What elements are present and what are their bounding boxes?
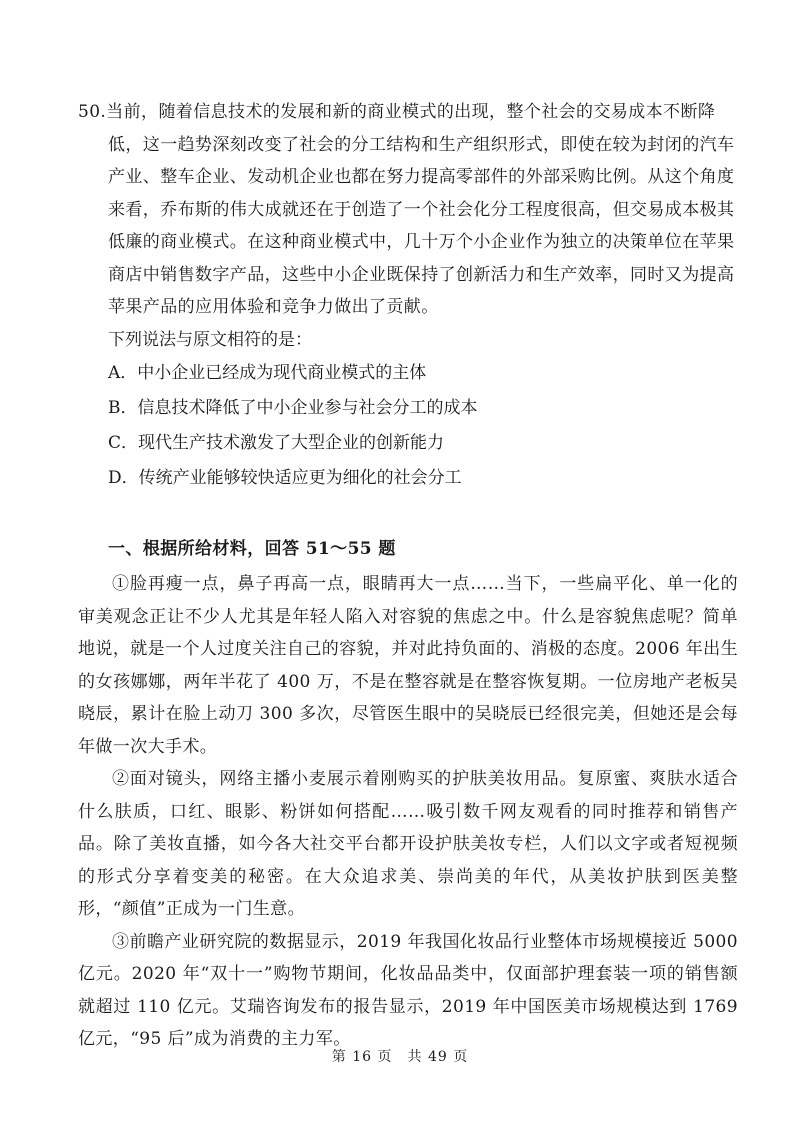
option-c: C．现代生产技术激发了大型企业的创新能力 [108, 433, 445, 453]
question-number: 50. [78, 102, 107, 122]
question-50-body [78, 96, 738, 324]
material-paragraph-1: ①脸再瘦一点，鼻子再高一点，眼睛再大一点……当下，一些扁平化、单一化的审美观念正让不少人尤其是年轻人陷入对容貌的焦虑之中。什么是容貌焦虑呢？简单地说，就是一个人过度关注自己的容貌，并对此持负面的、消极的态度。2006 年出生的女孩娜娜，两年半花了 400 万，不是在整容就是在整容恢复期。一位房地产老板吴晓辰，累计在脸上动刀 300 多次，尽管医生眼中的吴晓辰已经很完美，但她还是会每年做一次大手术。 [78, 574, 738, 757]
option-a: A．中小企业已经成为现代商业模式的主体 [108, 363, 427, 383]
answer-options [78, 356, 738, 496]
section-title: 一、根据所给材料，回答 51～55 题 [108, 539, 396, 559]
page-footer: 第 16 页 共 49 页 [331, 1049, 469, 1065]
question-text: 当前，随着信息技术的发展和新的商业模式的出现，整个社会的交易成本不断降低，这一趋势深刻改变了社会的分工结构和生产组织形式，即使在较为封闭的汽车产业、整车企业、发动机企业也都在努力提高零部件的外部采购比例。从这个角度来看，乔布斯的伟大成就还在于创造了一个社会化分工程度很高，但交易成本极其低廉的商业模式。在这种商业模式中，几十万个小企业作为独立的决策单位在苹果商店中销售数字产品，这些中小企业既保持了创新活力和生产效率，同时又为提高苹果产品的应用体验和竞争力做出了贡献。 [106, 102, 735, 317]
material-section [78, 534, 738, 1056]
material-paragraph-3: ③前瞻产业研究院的数据显示，2019 年我国化妆品行业整体市场规模接近 5000 亿元。2020 年“双十一”购物节期间，化妆品品类中，仅面部护理套装一项的销售额就超过 110 亿元。艾瑞咨询发布的报告显示，2019 年中国医美市场规模达到 1769 亿元，“95 后”成为消费的主力军。 [78, 931, 738, 1049]
option-b: B．信息技术降低了中小企业参与社会分工的成本 [108, 398, 478, 418]
material-paragraph-2: ②面对镜头，网络主播小麦展示着刚购买的护肤美妆用品。复原蜜、爽肤水适合什么肤质，口红、眼影、粉饼如何搭配……吸引数千网友观看的同时推荐和销售产品。除了美妆直播，如今各大社交平台都开设护肤美妆专栏，人们以文字或者短视频的形式分享着变美的秘密。在大众追求美、崇尚美的年代，从美妆护肤到医美整形，“颜值”正成为一门生意。 [78, 769, 738, 919]
question-50 [78, 96, 738, 496]
option-d: D．传统产业能够较快适应更为细化的社会分工 [108, 468, 462, 488]
question-prompt: 下列说法与原文相符的是： [108, 329, 312, 350]
